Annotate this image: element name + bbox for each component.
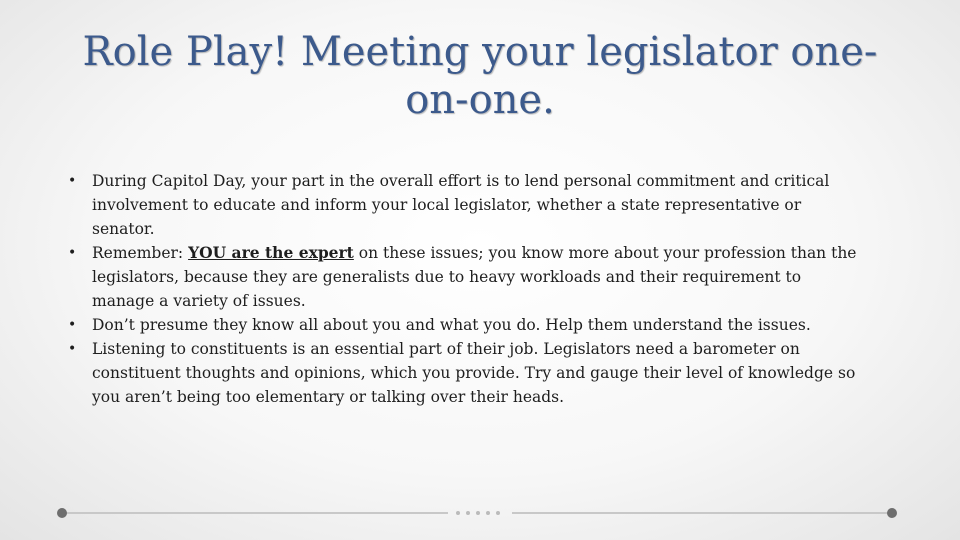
bullet-item-remember — [68, 241, 858, 313]
bullet-list — [68, 169, 858, 409]
footer-small-dot-icon — [466, 511, 470, 515]
bullet-dot-icon: • — [68, 317, 77, 333]
bullet-emphasis: YOU are the expert — [188, 243, 354, 262]
footer-dot-right-icon — [887, 508, 897, 518]
footer-small-dot-icon — [486, 511, 490, 515]
bullet-item-capitol-day — [68, 169, 858, 241]
bullet-prefix: Remember: — [92, 244, 189, 262]
bullet-text: on these issues; you know more about your profession than the legislators, because they are generalists due to heavy workloads and their requirement to manage a variety of issues. — [92, 244, 857, 310]
footer-dot-left-icon — [57, 508, 67, 518]
bullet-text: Don’t presume they know all about you and what you do. Help them understand the issues. — [92, 316, 811, 334]
footer-small-dot-icon — [456, 511, 460, 515]
bullet-dot-icon: • — [68, 245, 77, 261]
footer-rule-right — [512, 512, 892, 514]
footer-rule-left — [62, 512, 448, 514]
bullet-dot-icon: • — [68, 173, 77, 189]
slide-title — [40, 28, 920, 124]
bullet-dot-icon: • — [68, 341, 77, 357]
footer-small-dot-icon — [476, 511, 480, 515]
bullet-text: During Capitol Day, your part in the overall effort is to lend personal commitment and critical involvement to educate and inform your local legislator, whether a state representative or senator. — [92, 172, 830, 238]
bullet-text: Listening to constituents is an essential part of their job. Legislators need a barometer on constituent thoughts and opinions, which you provide. Try and gauge their level of knowledge so you aren’t being too elementary or talking over their heads. — [92, 340, 856, 406]
bullet-item-dont-presume — [68, 313, 858, 337]
slide-title-line1: Role Play! Meeting your legislator one- — [82, 29, 878, 75]
bullet-item-listening — [68, 337, 858, 409]
slide-title-line2: on-one. — [405, 77, 555, 123]
footer-small-dot-icon — [496, 511, 500, 515]
